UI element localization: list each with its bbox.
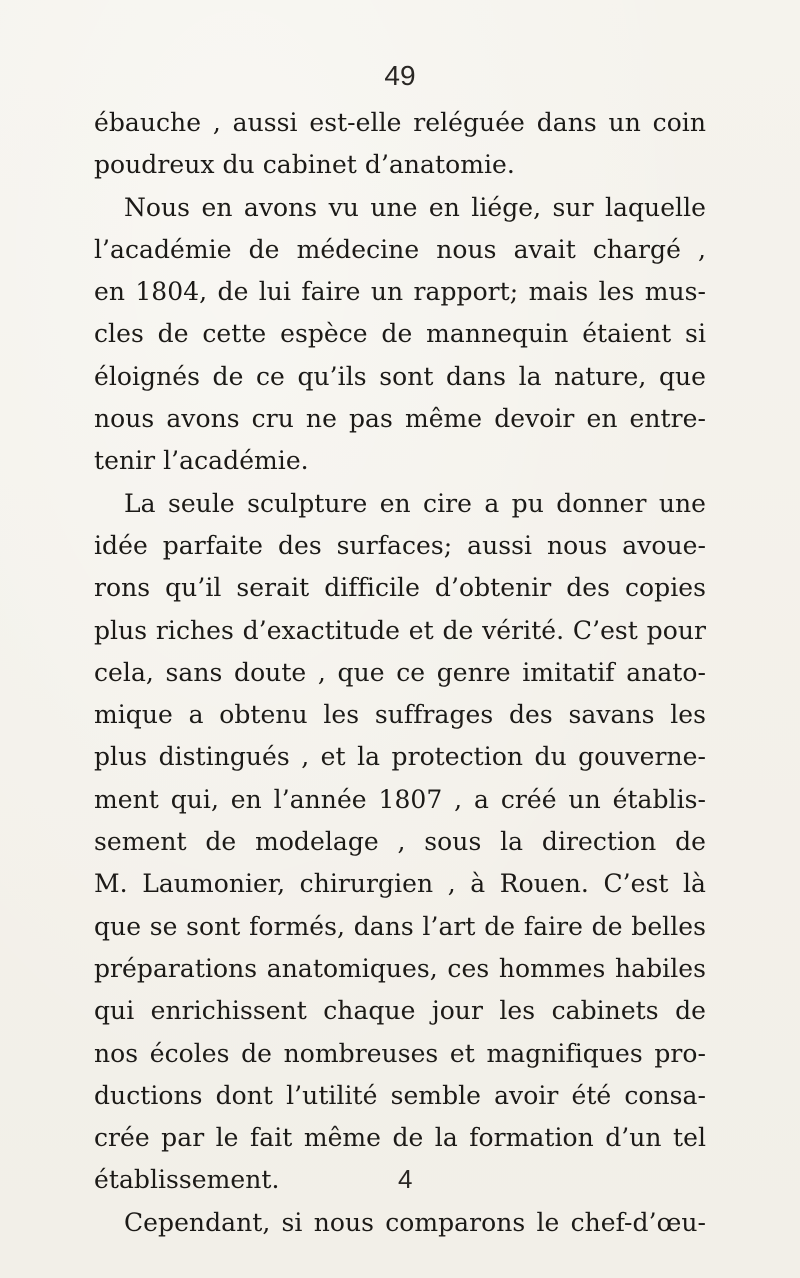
text-line: Cependant, si nous comparons le chef-d’œu- — [124, 1207, 706, 1237]
text-line: crée par le fait même de la formation d’un tel — [94, 1123, 706, 1153]
text-line: l’académie de médecine nous avait chargé , — [94, 234, 706, 264]
text-line: ductions dont l’utilité semble avoir été consa- — [94, 1080, 706, 1110]
text-line: nous avons cru ne pas même devoir en entre- — [94, 404, 706, 434]
text-line: poudreux du cabinet d’anatomie. — [94, 150, 515, 180]
text-line: préparations anatomiques, ces hommes habiles — [94, 953, 706, 983]
text-line: plus distingués , et la protection du gouverne- — [94, 742, 706, 772]
text-line: mique a obtenu les suffrages des savans les — [94, 700, 706, 730]
text-line: Nous en avons vu une en liége, sur laquelle — [124, 192, 706, 222]
text-line: tenir l’académie. — [94, 446, 309, 476]
text-line: ébauche , aussi est-elle reléguée dans un coin — [94, 108, 706, 137]
text-line: nos écoles de nombreuses et magnifiques pro- — [94, 1038, 706, 1068]
text-line: idée parfaite des surfaces; aussi nous avoue- — [94, 530, 706, 560]
text-line: établissement. — [94, 1165, 280, 1195]
text-line: plus riches d’exactitude et de vérité. C’est pour — [94, 615, 706, 645]
text-line: cles de cette espèce de mannequin étaient si — [94, 319, 706, 349]
page-number: 49 — [384, 60, 416, 91]
text-line: La seule sculpture en cire a pu donner une — [124, 488, 706, 518]
text-line: rons qu’il serait difficile d’obtenir des copies — [94, 573, 706, 603]
text-line: éloignés de ce qu’ils sont dans la nature, que — [94, 361, 706, 391]
body-text — [94, 102, 706, 1244]
text-line: sement de modelage , sous la direction de — [94, 827, 706, 857]
text-line: qui enrichissent chaque jour les cabinets de — [94, 996, 706, 1026]
text-line: ment qui, en l’année 1807 , a créé un établis- — [94, 784, 706, 814]
text-line: en 1804, de lui faire un rapport; mais les mus- — [94, 277, 706, 307]
text-line: cela, sans doute , que ce genre imitatif anato- — [94, 657, 706, 687]
signature-mark: 4 — [398, 1164, 413, 1194]
text-line: que se sont formés, dans l’art de faire de belles — [94, 911, 706, 941]
text-line: M. Laumonier, chirurgien , à Rouen. C’est là — [94, 869, 706, 899]
